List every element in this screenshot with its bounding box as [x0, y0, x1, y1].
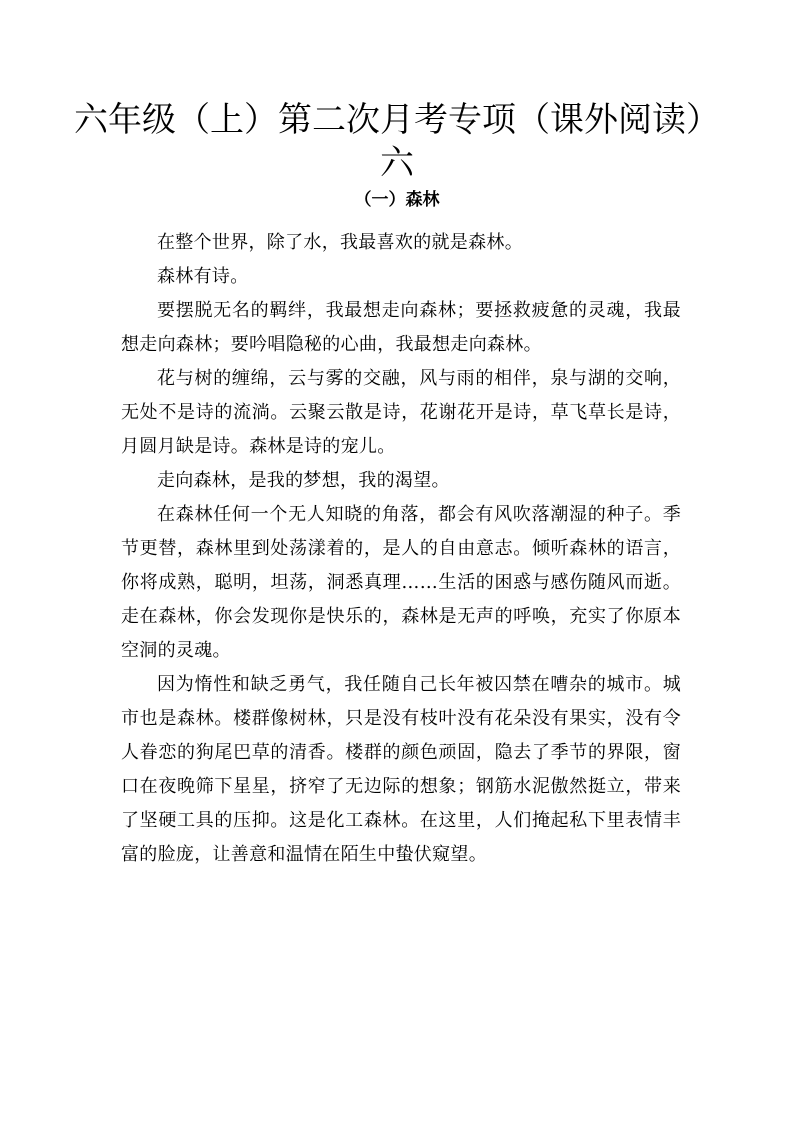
- paragraph: 走向森林，是我的梦想，我的渴望。: [157, 470, 450, 491]
- document-title: 六年级（上）第二次月考专项（课外阅读）: [74, 100, 720, 140]
- section-heading: （一）森林: [354, 190, 440, 210]
- document-title-continuation: 六: [380, 143, 414, 183]
- paragraph: 森林有诗。: [157, 266, 249, 287]
- paragraph: 花与树的缠绵，云与雾的交融，风与雨的相伴，泉与湖的交响，无处不是诗的流淌。云聚云散是诗，花谢花开是诗，草飞草长是诗，月圆月缺是诗。森林是诗的宠儿。: [121, 368, 681, 457]
- paragraph: 在整个世界，除了水，我最喜欢的就是森林。: [157, 232, 523, 253]
- paragraph: 因为惰性和缺乏勇气，我任随自己长年被囚禁在嘈杂的城市。城市也是森林。楼群像树林，只是没有枝叶没有花朵没有果实，没有令人眷恋的狗尾巴草的清香。楼群的颜色顽固，隐去了季节的界限，窗口在夜晚筛下星星，挤窄了无边际的想象；钢筋水泥傲然挺立，带来了坚硬工具的压抑。这是化工森林。在这里，人们掩起私下里表情丰富的脸庞，让善意和温情在陌生中蛰伏窥望。: [121, 674, 681, 865]
- paragraph: 要摆脱无名的羁绊，我最想走向森林；要拯救疲惫的灵魂，我最想走向森林；要吟唱隐秘的心曲，我最想走向森林。: [121, 300, 681, 355]
- paragraph: 在森林任何一个无人知晓的角落，都会有风吹落潮湿的种子。季节更替，森林里到处荡漾着的，是人的自由意志。倾听森林的语言，你将成熟，聪明，坦荡，洞悉真理……生活的困惑与感伤随风而逝。走在森林，你会发现你是快乐的，森林是无声的呼唤，充实了你原本空洞的灵魂。: [121, 504, 681, 661]
- article-body: [121, 226, 681, 872]
